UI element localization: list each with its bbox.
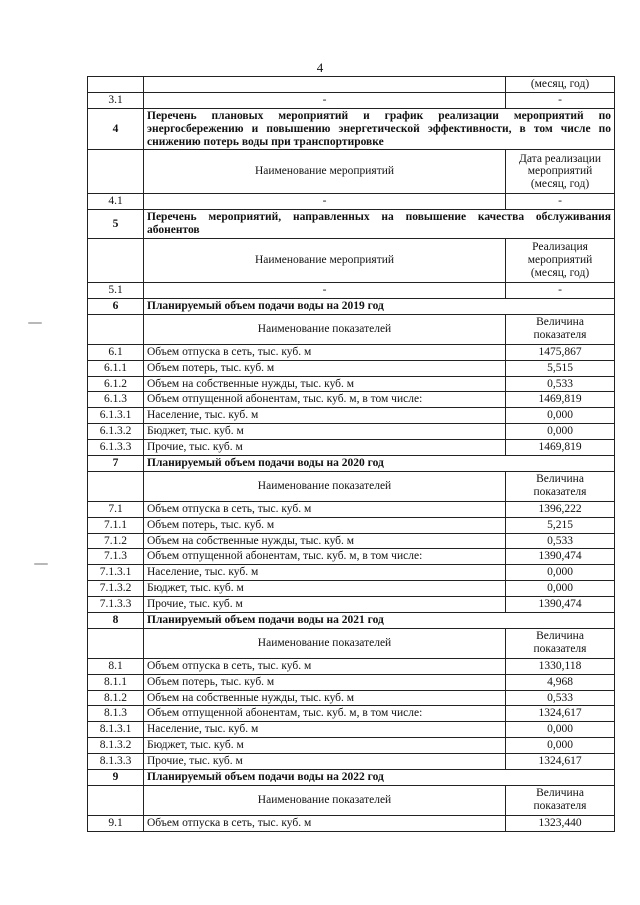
table-row (88, 424, 615, 440)
row-value: 5,215 (506, 517, 615, 533)
row-number: 8.1.3.2 (88, 738, 144, 754)
table-row (88, 92, 615, 108)
header-blank (88, 314, 144, 344)
row-value: 1475,867 (506, 344, 615, 360)
header-blank (88, 150, 144, 194)
row-value: 0,533 (506, 533, 615, 549)
row-number: 8.1 (88, 658, 144, 674)
row-number: 4.1 (88, 194, 144, 210)
section-title: Перечень плановых мероприятий и график реализации мероприятий по энергосбережению и повышению энергетической эффективности, в том числе по снижению потерь воды при транспортировке (144, 108, 615, 150)
row-name: Прочие, тыс. куб. м (144, 597, 506, 613)
table-row (88, 565, 615, 581)
row-value: 1469,819 (506, 392, 615, 408)
row-value: 5,515 (506, 360, 615, 376)
header-name: Наименование мероприятий (144, 239, 506, 283)
row-number: 7.1.3.1 (88, 565, 144, 581)
row-number: 8.1.3 (88, 706, 144, 722)
row-value: - (506, 283, 615, 299)
row-name: Объем отпущенной абонентам, тыс. куб. м, в том числе: (144, 549, 506, 565)
header-value: Величина показателя (506, 785, 615, 815)
row-number: 7.1.3.2 (88, 581, 144, 597)
section-number: 4 (88, 108, 144, 150)
table-row (88, 517, 615, 533)
table-row (88, 533, 615, 549)
header-blank (88, 785, 144, 815)
row-number: 7.1.3.3 (88, 597, 144, 613)
row-name: Население, тыс. куб. м (144, 408, 506, 424)
table-row (88, 344, 615, 360)
header-value: Величина показателя (506, 471, 615, 501)
row-name: Население, тыс. куб. м (144, 722, 506, 738)
header-name: Наименование показателей (144, 628, 506, 658)
table-row (88, 440, 615, 456)
header-value: Дата реализации мероприятий (месяц, год) (506, 150, 615, 194)
row-number: 6.1.2 (88, 376, 144, 392)
section-title: Планируемый объем подачи воды на 2022 год (144, 769, 615, 785)
table-row (88, 690, 615, 706)
row-value: 0,000 (506, 738, 615, 754)
table-row (88, 408, 615, 424)
header-name: Наименование показателей (144, 471, 506, 501)
row-name: Прочие, тыс. куб. м (144, 754, 506, 770)
row-name: Объем отпуска в сеть, тыс. куб. м (144, 501, 506, 517)
row-number: 6.1.1 (88, 360, 144, 376)
row-name: Бюджет, тыс. куб. м (144, 424, 506, 440)
table-row (88, 501, 615, 517)
row-value: (месяц, год) (506, 77, 615, 93)
table-row (88, 597, 615, 613)
section-title-row (88, 612, 615, 628)
header-value: Величина показателя (506, 628, 615, 658)
row-value: 1469,819 (506, 440, 615, 456)
row-number: 7.1 (88, 501, 144, 517)
row-name: - (144, 194, 506, 210)
section-title: Планируемый объем подачи воды на 2019 год (144, 298, 615, 314)
scan-mark-2 (34, 563, 48, 565)
section-title-row (88, 455, 615, 471)
row-number: 7.1.2 (88, 533, 144, 549)
section-5-title-row (88, 210, 615, 239)
table-row (88, 376, 615, 392)
page-number: 4 (316, 60, 324, 75)
row-name: Объем на собственные нужды, тыс. куб. м (144, 533, 506, 549)
row-number: 6.1.3.3 (88, 440, 144, 456)
header-value: Реализация мероприятий (месяц, год) (506, 239, 615, 283)
row-name: Объем отпуска в сеть, тыс. куб. м (144, 815, 506, 831)
row-value: 4,968 (506, 674, 615, 690)
row-number: 6.1 (88, 344, 144, 360)
header-name: Наименование показателей (144, 314, 506, 344)
row-value: - (506, 92, 615, 108)
table-row (88, 77, 615, 93)
row-name: Объем отпущенной абонентам, тыс. куб. м, в том числе: (144, 392, 506, 408)
header-name: Наименование показателей (144, 785, 506, 815)
table-row (88, 674, 615, 690)
row-name: Объем на собственные нужды, тыс. куб. м (144, 690, 506, 706)
scan-mark-1 (28, 322, 42, 324)
row-value: 1324,617 (506, 754, 615, 770)
row-value: 1324,617 (506, 706, 615, 722)
table-row (88, 283, 615, 299)
row-number: 8.1.1 (88, 674, 144, 690)
row-name: Объем потерь, тыс. куб. м (144, 674, 506, 690)
row-value: 1323,440 (506, 815, 615, 831)
row-number: 6.1.3.1 (88, 408, 144, 424)
row-name: Объем отпуска в сеть, тыс. куб. м (144, 658, 506, 674)
table-row (88, 360, 615, 376)
row-value: 0,533 (506, 376, 615, 392)
table-row (88, 722, 615, 738)
table-row (88, 815, 615, 831)
section-title: Планируемый объем подачи воды на 2020 год (144, 455, 615, 471)
section-title-row (88, 769, 615, 785)
row-number: 7.1.3 (88, 549, 144, 565)
row-value: 0,000 (506, 722, 615, 738)
section-4-title-row (88, 108, 615, 150)
row-value: 0,000 (506, 408, 615, 424)
row-name: Объем потерь, тыс. куб. м (144, 360, 506, 376)
section-number: 6 (88, 298, 144, 314)
section-number: 9 (88, 769, 144, 785)
row-name: Бюджет, тыс. куб. м (144, 738, 506, 754)
row-name: Объем отпуска в сеть, тыс. куб. м (144, 344, 506, 360)
section-number: 5 (88, 210, 144, 239)
table-row (88, 194, 615, 210)
row-value: 1330,118 (506, 658, 615, 674)
row-number: 3.1 (88, 92, 144, 108)
row-name: Объем на собственные нужды, тыс. куб. м (144, 376, 506, 392)
row-value: 1390,474 (506, 549, 615, 565)
row-number: 5.1 (88, 283, 144, 299)
header-blank (88, 471, 144, 501)
row-value: 0,000 (506, 565, 615, 581)
header-blank (88, 628, 144, 658)
row-number: 6.1.3 (88, 392, 144, 408)
table-row (88, 392, 615, 408)
section-header-row (88, 471, 615, 501)
row-number: 7.1.1 (88, 517, 144, 533)
row-number: 6.1.3.2 (88, 424, 144, 440)
section-title: Планируемый объем подачи воды на 2021 год (144, 612, 615, 628)
row-name: - (144, 283, 506, 299)
row-number: 8.1.3.1 (88, 722, 144, 738)
table-row (88, 706, 615, 722)
header-value: Величина показателя (506, 314, 615, 344)
row-name: Объем отпущенной абонентам, тыс. куб. м, в том числе: (144, 706, 506, 722)
section-5-header-row (88, 239, 615, 283)
table-row (88, 581, 615, 597)
section-header-row (88, 628, 615, 658)
section-4-header-row (88, 150, 615, 194)
header-blank (88, 239, 144, 283)
row-value: 0,000 (506, 581, 615, 597)
section-header-row (88, 314, 615, 344)
table-row (88, 658, 615, 674)
section-header-row (88, 785, 615, 815)
row-value: 0,000 (506, 424, 615, 440)
table-row (88, 738, 615, 754)
row-name: Объем потерь, тыс. куб. м (144, 517, 506, 533)
row-name: Бюджет, тыс. куб. м (144, 581, 506, 597)
header-name: Наименование мероприятий (144, 150, 506, 194)
section-title: Перечень мероприятий, направленных на повышение качества обслуживания абонентов (144, 210, 615, 239)
row-name: - (144, 92, 506, 108)
section-title-row (88, 298, 615, 314)
table-row (88, 754, 615, 770)
table-row (88, 549, 615, 565)
row-name: Прочие, тыс. куб. м (144, 440, 506, 456)
row-value: 0,533 (506, 690, 615, 706)
row-number: 9.1 (88, 815, 144, 831)
row-name (144, 77, 506, 93)
row-value: 1390,474 (506, 597, 615, 613)
row-number: 8.1.2 (88, 690, 144, 706)
row-value: - (506, 194, 615, 210)
section-number: 8 (88, 612, 144, 628)
document-table (87, 76, 615, 832)
row-value: 1396,222 (506, 501, 615, 517)
row-number (88, 77, 144, 93)
section-number: 7 (88, 455, 144, 471)
row-number: 8.1.3.3 (88, 754, 144, 770)
row-name: Население, тыс. куб. м (144, 565, 506, 581)
